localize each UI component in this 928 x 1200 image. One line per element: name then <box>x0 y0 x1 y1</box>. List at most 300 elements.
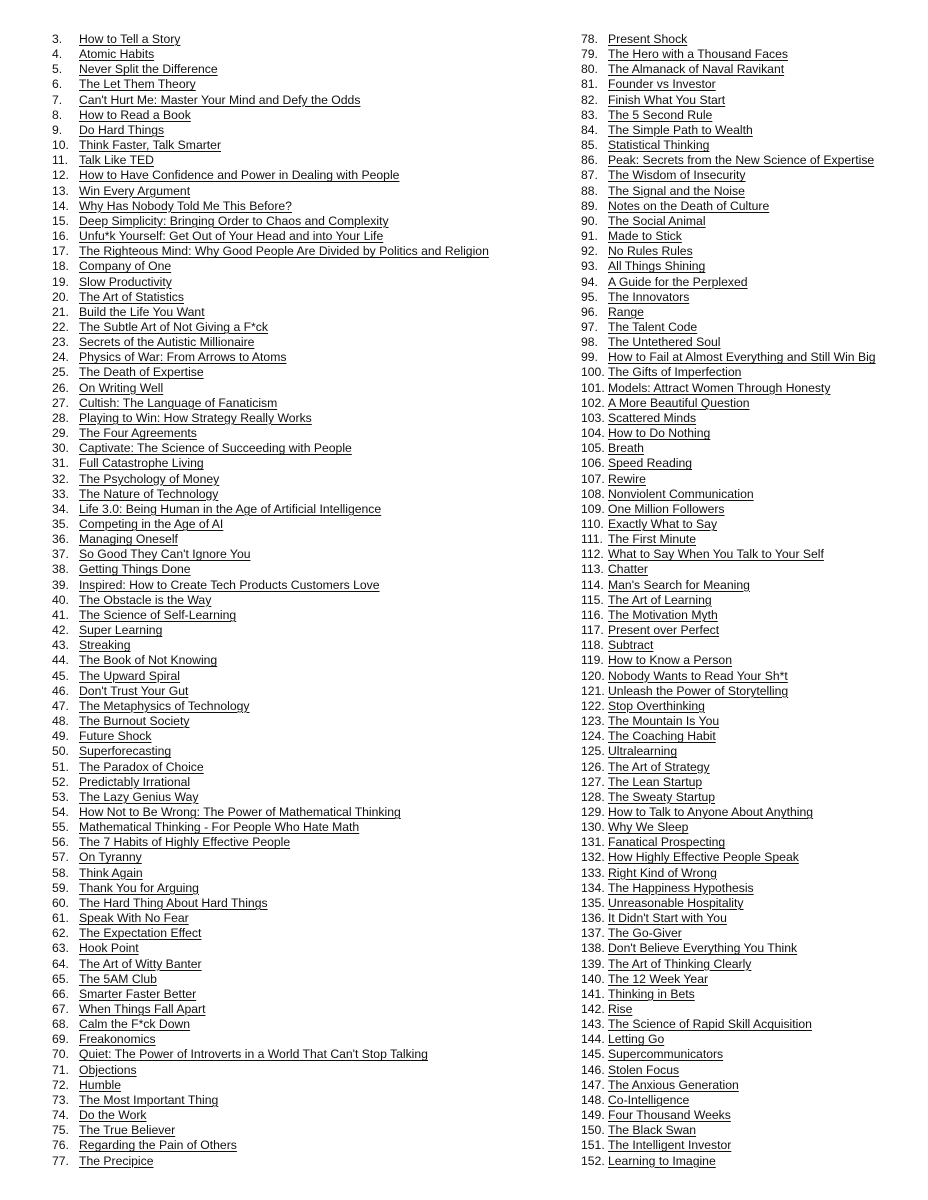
book-list-item <box>581 926 911 941</box>
book-title-link[interactable]: When Things Fall Apart <box>79 1002 206 1016</box>
book-title-link[interactable]: The Let Them Theory <box>79 77 196 92</box>
book-list-item <box>581 638 911 653</box>
book-number: 36. <box>52 532 69 547</box>
book-number: 130. <box>581 820 605 835</box>
book-number: 25. <box>52 365 69 380</box>
book-title-link[interactable]: How to Know a Person <box>608 653 732 668</box>
book-title-link[interactable]: The Happiness Hypothesis <box>608 880 754 895</box>
book-list-item <box>52 866 532 881</box>
book-title-link[interactable]: Present Shock <box>608 32 688 46</box>
book-title-link[interactable]: The Science of Rapid Skill Acquisition <box>608 1017 812 1032</box>
book-list-item <box>581 32 911 47</box>
book-list-item <box>52 669 532 684</box>
book-title-link[interactable]: How Highly Effective People Speak <box>608 850 799 865</box>
book-title-link[interactable]: The First Minute <box>608 532 697 547</box>
book-title-link[interactable]: The Almanack of Naval Ravikant <box>608 62 785 77</box>
book-number: 61. <box>52 911 69 926</box>
book-list-item <box>52 426 532 441</box>
book-title-link[interactable]: The True Believer <box>79 1123 176 1138</box>
book-title-link[interactable]: Freakonomics <box>79 1032 156 1047</box>
book-title-link[interactable]: Do Hard Things <box>79 122 165 137</box>
book-list-item <box>52 62 532 77</box>
book-list-item <box>52 881 532 896</box>
book-title-link[interactable]: Subtract <box>608 638 654 653</box>
book-title-link[interactable]: Can't Hurt Me: Master Your Mind and Defy the Odds <box>79 92 361 107</box>
book-title-link[interactable]: The Art of Statistics <box>79 289 184 304</box>
book-title-link[interactable]: The Go-Giver <box>608 926 682 941</box>
book-title-link[interactable]: Smarter Faster Better <box>79 986 197 1001</box>
book-title-link[interactable]: Full Catastrophe Living <box>79 456 204 471</box>
book-title-link[interactable]: The Righteous Mind: Why Good People Are Divided by Politics and Religion <box>79 244 489 259</box>
book-number: 39. <box>52 577 69 592</box>
book-title-link[interactable]: Learning to Imagine <box>608 1153 716 1168</box>
book-title-link[interactable]: Do the Work <box>79 1108 147 1123</box>
book-title-link[interactable]: Deep Simplicity: Bringing Order to Chaos and Complexity <box>79 213 389 228</box>
book-title-link[interactable]: The 5 Second Rule <box>608 107 713 122</box>
book-list-item <box>581 441 911 456</box>
book-title-link[interactable]: All Things Shining <box>608 259 706 274</box>
book-title-link[interactable]: Regarding the Pain of Others <box>79 1138 237 1153</box>
book-list-item <box>52 108 532 123</box>
book-list-item <box>52 775 532 790</box>
book-number: 149. <box>581 1108 605 1123</box>
book-list-item <box>52 1047 532 1062</box>
book-title-link[interactable]: Captivate: The Science of Succeeding with People <box>79 441 352 456</box>
book-list-item <box>52 987 532 1002</box>
book-title-link[interactable]: Finish What You Start <box>608 92 726 107</box>
book-number: 71. <box>52 1062 69 1077</box>
book-title-link[interactable]: The Social Animal <box>608 213 706 228</box>
book-list-item <box>52 396 532 411</box>
book-list-item <box>581 972 911 987</box>
book-list-item <box>52 578 532 593</box>
book-title-link[interactable]: The Subtle Art of Not Giving a F*ck <box>79 319 268 334</box>
book-number: 41. <box>52 607 69 622</box>
book-number: 140. <box>581 971 605 986</box>
book-title-link[interactable]: Thinking in Bets <box>608 986 695 1001</box>
book-title-link[interactable]: Predictably Irrational <box>79 774 191 789</box>
book-title-link[interactable]: The Signal and the Noise <box>608 183 745 198</box>
book-number: 122. <box>581 698 605 713</box>
book-title-link[interactable]: How Not to Be Wrong: The Power of Mathematical Thinking <box>79 804 401 819</box>
book-title-link[interactable]: Founder vs Investor <box>608 77 716 92</box>
book-list-item <box>581 77 911 92</box>
book-title-link[interactable]: Getting Things Done <box>79 562 191 577</box>
book-title-link[interactable]: Nonviolent Communication <box>608 486 754 501</box>
book-title-link[interactable]: Ultralearning <box>608 744 678 759</box>
book-title-link[interactable]: The Precipice <box>79 1153 154 1168</box>
book-title-link[interactable]: Exactly What to Say <box>608 517 718 531</box>
book-list-item <box>52 123 532 138</box>
book-number: 126. <box>581 759 605 774</box>
book-list-item <box>52 1002 532 1017</box>
book-number: 96. <box>581 304 598 319</box>
book-list-item <box>581 608 911 623</box>
book-list-item <box>52 547 532 562</box>
book-list-item <box>581 411 911 426</box>
book-title-link[interactable]: A Guide for the Perplexed <box>608 274 748 289</box>
book-title-link[interactable]: The Talent Code <box>608 319 698 334</box>
book-title-link[interactable]: Speed Reading <box>608 456 693 471</box>
book-title-link[interactable]: Peak: Secrets from the New Science of Expertise <box>608 153 875 168</box>
book-list-item <box>52 487 532 502</box>
book-title-link[interactable]: Slow Productivity <box>79 274 172 289</box>
book-number: 10. <box>52 138 69 153</box>
book-list-item <box>52 47 532 62</box>
book-title-link[interactable]: Letting Go <box>608 1032 665 1047</box>
book-title-link[interactable]: Superforecasting <box>79 744 172 759</box>
book-title-link[interactable]: The Hard Thing About Hard Things <box>79 895 268 910</box>
book-title-link[interactable]: Models: Attract Women Through Honesty <box>608 380 831 395</box>
book-list-item <box>52 820 532 835</box>
book-number: 24. <box>52 350 69 365</box>
book-list-item <box>581 987 911 1002</box>
book-list-item <box>581 835 911 850</box>
book-list-item <box>52 972 532 987</box>
book-list-item <box>581 1017 911 1032</box>
book-number: 46. <box>52 683 69 698</box>
book-title-link[interactable]: The Science of Self-Learning <box>79 607 237 622</box>
book-list-item <box>581 699 911 714</box>
book-number: 28. <box>52 410 69 425</box>
book-list-item <box>52 411 532 426</box>
book-list-item <box>581 62 911 77</box>
book-title-link[interactable]: Unleash the Power of Storytelling <box>608 683 789 698</box>
book-number: 148. <box>581 1092 605 1107</box>
book-title-link[interactable]: Atomic Habits <box>79 47 155 62</box>
book-title-link[interactable]: Nobody Wants to Read Your Sh*t <box>608 668 788 683</box>
book-title-link[interactable]: The Simple Path to Wealth <box>608 122 753 137</box>
book-title-link[interactable]: Unreasonable Hospitality <box>608 895 744 910</box>
book-list-item <box>581 47 911 62</box>
book-list-item <box>581 244 911 259</box>
book-title-link[interactable]: Four Thousand Weeks <box>608 1108 731 1123</box>
book-title-link[interactable]: The Burnout Society <box>79 714 190 729</box>
book-title-link[interactable]: The Book of Not Knowing <box>79 653 218 668</box>
book-title-link[interactable]: Why Has Nobody Told Me This Before? <box>79 198 292 213</box>
book-title-link[interactable]: Think Again <box>79 865 143 880</box>
book-list-item <box>52 1017 532 1032</box>
book-number: 60. <box>52 895 69 910</box>
book-title-link[interactable]: Rewire <box>608 471 646 486</box>
book-number: 68. <box>52 1017 69 1032</box>
book-title-link[interactable]: Managing Oneself <box>79 532 178 547</box>
book-title-link[interactable]: The Upward Spiral <box>79 668 180 683</box>
book-number: 151. <box>581 1138 605 1153</box>
book-list-item <box>581 1154 911 1169</box>
book-title-link[interactable]: Don't Trust Your Gut <box>79 683 189 698</box>
book-list-item <box>581 760 911 775</box>
book-number: 104. <box>581 426 605 441</box>
book-title-link[interactable]: The Wisdom of Insecurity <box>608 168 746 183</box>
book-list-item <box>581 1002 911 1017</box>
book-title-link[interactable]: Man's Search for Meaning <box>608 577 750 592</box>
book-list-item <box>581 290 911 305</box>
book-title-link[interactable]: The Motivation Myth <box>608 607 718 622</box>
book-title-link[interactable]: What to Say When You Talk to Your Self <box>608 547 824 562</box>
book-list-item <box>581 108 911 123</box>
book-title-link[interactable]: The Art of Learning <box>608 592 712 607</box>
book-title-link[interactable]: How to Fail at Almost Everything and Still Win Big <box>608 350 876 365</box>
book-number: 95. <box>581 289 598 304</box>
book-title-link[interactable]: How to Tell a Story <box>79 32 181 46</box>
book-list-item <box>581 472 911 487</box>
book-number: 17. <box>52 244 69 259</box>
book-number: 108. <box>581 486 605 501</box>
book-list-item <box>581 729 911 744</box>
book-title-link[interactable]: Scattered Minds <box>608 410 697 425</box>
book-title-link[interactable]: Stolen Focus <box>608 1062 680 1077</box>
book-title-link[interactable]: Don't Believe Everything You Think <box>608 941 798 956</box>
book-title-link[interactable]: Mathematical Thinking - For People Who Hate Math <box>79 820 360 835</box>
book-title-link[interactable]: The Mountain Is You <box>608 714 720 729</box>
book-number: 137. <box>581 926 605 941</box>
book-list-item <box>581 229 911 244</box>
book-title-link[interactable]: Build the Life You Want <box>79 304 205 319</box>
book-title-link[interactable]: Statistical Thinking <box>608 138 710 153</box>
book-title-link[interactable]: The Obstacle is the Way <box>79 592 212 607</box>
book-list-left-column <box>52 32 532 1169</box>
book-number: 73. <box>52 1092 69 1107</box>
book-number: 109. <box>581 501 605 516</box>
book-title-link[interactable]: Think Faster, Talk Smarter <box>79 138 222 153</box>
book-list-item <box>581 1063 911 1078</box>
book-number: 105. <box>581 441 605 456</box>
book-list-item <box>52 941 532 956</box>
book-title-link[interactable]: Win Every Argument <box>79 183 191 198</box>
book-title-link[interactable]: The Coaching Habit <box>608 729 716 744</box>
book-number: 54. <box>52 804 69 819</box>
book-title-link[interactable]: The 12 Week Year <box>608 971 709 986</box>
book-number: 44. <box>52 653 69 668</box>
book-title-link[interactable]: The Paradox of Choice <box>79 759 204 774</box>
book-number: 112. <box>581 547 604 562</box>
book-list-item <box>581 1047 911 1062</box>
book-title-link[interactable]: The Metaphysics of Technology <box>79 698 250 713</box>
book-number: 80. <box>581 62 598 77</box>
book-title-link[interactable]: The Intelligent Investor <box>608 1138 732 1153</box>
book-title-link[interactable]: It Didn't Start with You <box>608 911 727 926</box>
book-title-link[interactable]: The Most Important Thing <box>79 1092 219 1107</box>
book-list-item <box>52 350 532 365</box>
book-number: 135. <box>581 895 605 910</box>
book-title-link[interactable]: How to Read a Book <box>79 107 191 122</box>
book-number: 13. <box>52 183 69 198</box>
book-title-link[interactable]: Future Shock <box>79 729 152 744</box>
book-number: 23. <box>52 335 69 350</box>
book-title-link[interactable]: Why We Sleep <box>608 820 689 835</box>
book-list-item <box>52 653 532 668</box>
book-number: 125. <box>581 744 605 759</box>
book-list-item <box>52 1093 532 1108</box>
book-number: 49. <box>52 729 69 744</box>
book-title-link[interactable]: The Lazy Genius Way <box>79 789 199 804</box>
book-title-link[interactable]: Chatter <box>608 562 648 577</box>
book-title-link[interactable]: On Writing Well <box>79 380 164 395</box>
book-list-item <box>52 729 532 744</box>
book-title-link[interactable]: The 7 Habits of Highly Effective People <box>79 835 291 850</box>
book-number: 91. <box>581 229 598 244</box>
book-number: 32. <box>52 471 69 486</box>
book-title-link[interactable]: Objections <box>79 1062 137 1077</box>
book-title-link[interactable]: The Art of Strategy <box>608 759 710 774</box>
book-title-link[interactable]: The Black Swan <box>608 1123 697 1138</box>
book-title-link[interactable]: The Gifts of Imperfection <box>608 365 742 380</box>
book-number: 51. <box>52 759 69 774</box>
book-title-link[interactable]: How to Talk to Anyone About Anything <box>608 804 814 819</box>
book-number: 47. <box>52 698 69 713</box>
book-title-link[interactable]: Fanatical Prospecting <box>608 835 726 850</box>
book-number: 131. <box>581 835 605 850</box>
book-title-link[interactable]: Physics of War: From Arrows to Atoms <box>79 350 287 365</box>
book-title-link[interactable]: Supercommunicators <box>608 1047 724 1062</box>
book-number: 82. <box>581 92 598 107</box>
book-title-link[interactable]: Made to Stick <box>608 229 682 244</box>
book-list-item <box>581 93 911 108</box>
book-number: 100. <box>581 365 605 380</box>
book-list-item <box>581 805 911 820</box>
book-list-item <box>581 866 911 881</box>
book-title-link[interactable]: The Art of Thinking Clearly <box>608 956 752 971</box>
book-title-link[interactable]: The Four Agreements <box>79 426 197 441</box>
book-title-link[interactable]: The Expectation Effect <box>79 926 202 941</box>
book-number: 38. <box>52 562 69 577</box>
book-list-item <box>52 456 532 471</box>
book-title-link[interactable]: Notes on the Death of Culture <box>608 198 770 213</box>
book-number: 50. <box>52 744 69 759</box>
book-list-item <box>52 472 532 487</box>
book-list-item <box>581 199 911 214</box>
book-title-link[interactable]: Breath <box>608 441 644 456</box>
book-number: 59. <box>52 880 69 895</box>
book-title-link[interactable]: The Psychology of Money <box>79 471 220 486</box>
book-list-item <box>581 396 911 411</box>
book-number: 9. <box>52 122 63 137</box>
book-title-link[interactable]: Speak With No Fear <box>79 911 189 926</box>
book-title-link[interactable]: The Untethered Soul <box>608 335 721 350</box>
book-number: 147. <box>581 1077 605 1092</box>
book-list-item <box>52 502 532 517</box>
book-list-item <box>52 835 532 850</box>
book-title-link[interactable]: Life 3.0: Being Human in the Age of Artificial Intelligence <box>79 501 382 516</box>
book-title-link[interactable]: How to Have Confidence and Power in Dealing with People <box>79 168 400 183</box>
book-number: 55. <box>52 820 69 835</box>
book-list-item <box>52 275 532 290</box>
book-list-item <box>52 896 532 911</box>
book-number: 107. <box>581 471 605 486</box>
book-number: 78. <box>581 32 598 46</box>
book-title-link[interactable]: So Good They Can't Ignore You <box>79 547 251 562</box>
book-list-item <box>52 290 532 305</box>
book-list-item <box>52 1123 532 1138</box>
book-number: 146. <box>581 1062 605 1077</box>
book-title-link[interactable]: No Rules Rules <box>608 244 693 259</box>
book-title-link[interactable]: Thank You for Arguing <box>79 880 199 895</box>
book-title-link[interactable]: Humble <box>79 1077 121 1092</box>
book-title-link[interactable]: Streaking <box>79 638 131 653</box>
book-number: 127. <box>581 774 605 789</box>
book-title-link[interactable]: Co-Intelligence <box>608 1092 690 1107</box>
book-title-link[interactable]: Talk Like TED <box>79 153 154 168</box>
book-list-item <box>52 684 532 699</box>
book-number: 132. <box>581 850 605 865</box>
book-title-link[interactable]: Calm the F*ck Down <box>79 1017 191 1032</box>
book-number: 81. <box>581 77 598 92</box>
book-title-link[interactable]: Rise <box>608 1002 633 1016</box>
book-title-link[interactable]: Super Learning <box>79 623 163 638</box>
book-title-link[interactable]: Competing in the Age of AI <box>79 517 224 531</box>
book-list-item <box>52 93 532 108</box>
book-title-link[interactable]: How to Do Nothing <box>608 426 711 441</box>
book-title-link[interactable]: Present over Perfect <box>608 623 720 638</box>
book-list-item <box>581 684 911 699</box>
book-title-link[interactable]: Never Split the Difference <box>79 62 218 77</box>
book-title-link[interactable]: Stop Overthinking <box>608 698 705 713</box>
book-title-link[interactable]: Range <box>608 304 644 319</box>
book-number: 5. <box>52 62 63 77</box>
book-list-item <box>52 805 532 820</box>
book-title-link[interactable]: Playing to Win: How Strategy Really Works <box>79 410 312 425</box>
book-list-item <box>52 593 532 608</box>
book-number: 120. <box>581 668 605 683</box>
book-list-item <box>52 441 532 456</box>
book-title-link[interactable]: The 5AM Club <box>79 971 157 986</box>
book-title-link[interactable]: Cultish: The Language of Fanaticism <box>79 395 278 410</box>
book-title-link[interactable]: On Tyranny <box>79 850 142 865</box>
book-title-link[interactable]: The Anxious Generation <box>608 1077 739 1092</box>
book-title-link[interactable]: The Nature of Technology <box>79 486 219 501</box>
book-number: 37. <box>52 547 69 562</box>
book-number: 26. <box>52 380 69 395</box>
book-number: 133. <box>581 865 605 880</box>
book-title-link[interactable]: Hook Point <box>79 941 139 956</box>
book-title-link[interactable]: Secrets of the Autistic Millionaire <box>79 335 255 350</box>
book-title-link[interactable]: The Innovators <box>608 289 690 304</box>
book-number: 124. <box>581 729 605 744</box>
book-number: 40. <box>52 592 69 607</box>
book-list-item <box>52 790 532 805</box>
book-number: 134. <box>581 880 605 895</box>
book-title-link[interactable]: A More Beautiful Question <box>608 395 750 410</box>
book-list-item <box>52 1138 532 1153</box>
book-title-link[interactable]: One Million Followers <box>608 501 725 516</box>
book-title-link[interactable]: Unfu*k Yourself: Get Out of Your Head and into Your Life <box>79 229 384 244</box>
book-list-item <box>52 562 532 577</box>
book-title-link[interactable]: Inspired: How to Create Tech Products Customers Love <box>79 577 380 592</box>
book-number: 21. <box>52 304 69 319</box>
book-list-item <box>52 259 532 274</box>
book-number: 65. <box>52 971 69 986</box>
book-number: 145. <box>581 1047 605 1062</box>
book-number: 15. <box>52 213 69 228</box>
book-number: 66. <box>52 986 69 1001</box>
book-list-item <box>52 153 532 168</box>
book-list-item <box>52 1108 532 1123</box>
book-title-link[interactable]: The Death of Expertise <box>79 365 204 380</box>
book-list-item <box>581 896 911 911</box>
book-list-item <box>52 623 532 638</box>
book-title-link[interactable]: The Art of Witty Banter <box>79 956 202 971</box>
book-title-link[interactable]: Quiet: The Power of Introverts in a World That Can't Stop Talking <box>79 1047 428 1062</box>
book-title-link[interactable]: The Lean Startup <box>608 774 703 789</box>
book-title-link[interactable]: The Sweaty Startup <box>608 789 716 804</box>
book-list-item <box>581 744 911 759</box>
book-number: 7. <box>52 92 63 107</box>
book-title-link[interactable]: The Hero with a Thousand Faces <box>608 47 788 62</box>
book-title-link[interactable]: Company of One <box>79 259 172 274</box>
book-number: 89. <box>581 198 598 213</box>
book-title-link[interactable]: Right Kind of Wrong <box>608 865 717 880</box>
